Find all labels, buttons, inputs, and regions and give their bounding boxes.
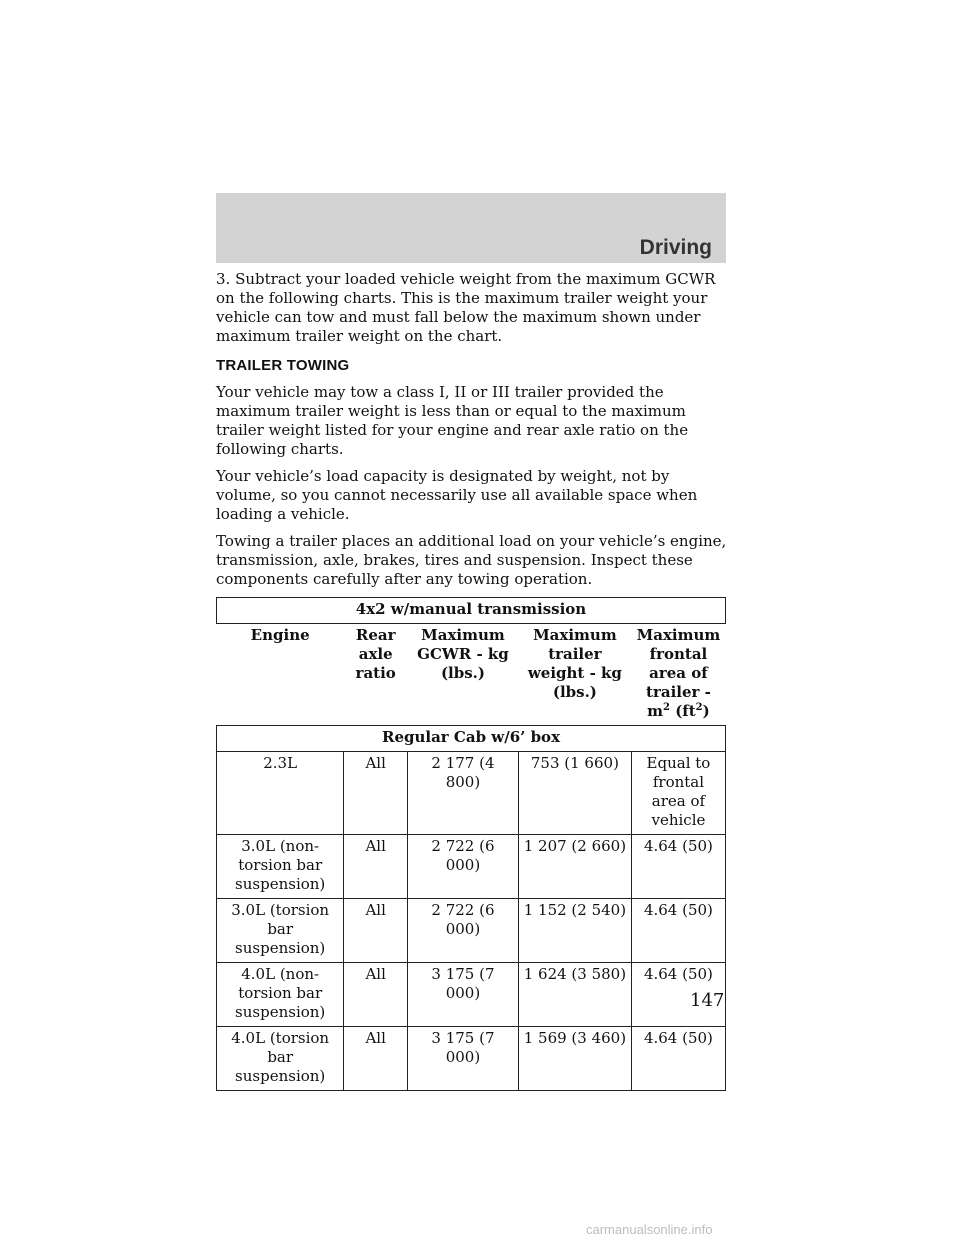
table-row [217, 835, 726, 899]
header-engine: Engine [217, 624, 344, 726]
table-row [217, 963, 726, 1027]
cell-trailer-weight: 1 207 (2 660) [518, 835, 631, 899]
cell-frontal-area: 4.64 (50) [631, 835, 725, 899]
header-frontal-sup2: 2 [695, 702, 703, 713]
cell-rear-axle: All [344, 1027, 408, 1091]
cell-trailer-weight: 1 624 (3 580) [518, 963, 631, 1027]
header-gcwr: Maximum GCWR - kg (lbs.) [408, 624, 519, 726]
cell-frontal-area: Equal to frontal area of vehicle [631, 752, 725, 835]
header-rear-axle: Rear axle ratio [344, 624, 408, 726]
table-group-row [217, 726, 726, 752]
heading-trailer-towing: TRAILER TOWING [216, 357, 350, 374]
cell-rear-axle: All [344, 899, 408, 963]
cell-trailer-weight: 1 152 (2 540) [518, 899, 631, 963]
header-frontal-end: ) [702, 702, 710, 720]
page-number: 147 [690, 990, 725, 1011]
group-regular-cab: Regular Cab w/6’ box [217, 726, 726, 752]
cell-gcwr: 2 177 (4 800) [408, 752, 519, 835]
table-row [217, 899, 726, 963]
header-frontal-mid: (ft [669, 702, 696, 720]
cell-gcwr: 2 722 (6 000) [408, 899, 519, 963]
page-content [216, 270, 728, 1091]
cell-engine: 2.3L [217, 752, 344, 835]
paragraph-subtract: 3. Subtract your loaded vehicle weight from the maximum GCWR on the following charts. This is the maximum trailer weight your vehicle can tow and must fall below the maximum shown under maximum trailer weight on the chart. [216, 270, 716, 345]
cell-engine: 3.0L (torsion bar suspension) [217, 899, 344, 963]
table-title: 4x2 w/manual transmission [217, 598, 726, 624]
header-frontal-area [631, 624, 725, 726]
table-row [217, 752, 726, 835]
cell-engine: 4.0L (torsion bar suspension) [217, 1027, 344, 1091]
cell-engine: 3.0L (non-torsion bar suspension) [217, 835, 344, 899]
cell-gcwr: 3 175 (7 000) [408, 963, 519, 1027]
cell-gcwr: 3 175 (7 000) [408, 1027, 519, 1091]
cell-frontal-area: 4.64 (50) [631, 899, 725, 963]
cell-engine: 4.0L (non-torsion bar suspension) [217, 963, 344, 1027]
cell-trailer-weight: 1 569 (3 460) [518, 1027, 631, 1091]
cell-rear-axle: All [344, 752, 408, 835]
header-frontal-sup1: 2 [663, 702, 670, 713]
table-row [217, 1027, 726, 1091]
table-header-row [217, 624, 726, 726]
towing-table [216, 597, 726, 1091]
header-trailer-weight: Maximum trailer weight - kg (lbs.) [518, 624, 631, 726]
cell-gcwr: 2 722 (6 000) [408, 835, 519, 899]
table-title-row [217, 598, 726, 624]
section-header-band [216, 193, 726, 263]
paragraph-additional-load: Towing a trailer places an additional load on your vehicle’s engine, transmission, axle, brakes, tires and suspension. Inspect these components carefully after any towing operation. [216, 532, 727, 588]
cell-frontal-area: 4.64 (50) [631, 1027, 725, 1091]
section-title: Driving [639, 236, 712, 259]
paragraph-class: Your vehicle may tow a class I, II or III trailer provided the maximum trailer weight is less than or equal to the maximum trailer weight listed for your engine and rear axle ratio on the following charts. [216, 383, 689, 458]
header-frontal-prefix: Maximum frontal area of trailer - m [636, 626, 721, 720]
cell-trailer-weight: 753 (1 660) [518, 752, 631, 835]
paragraph-load-capacity: Your vehicle’s load capacity is designated by weight, not by volume, so you cannot necessarily use all available space when loading a vehicle. [216, 467, 698, 523]
cell-rear-axle: All [344, 835, 408, 899]
watermark-text: carmanualsonline.info [586, 1222, 713, 1237]
cell-frontal-area: 4.64 (50) [631, 963, 725, 1027]
cell-rear-axle: All [344, 963, 408, 1027]
